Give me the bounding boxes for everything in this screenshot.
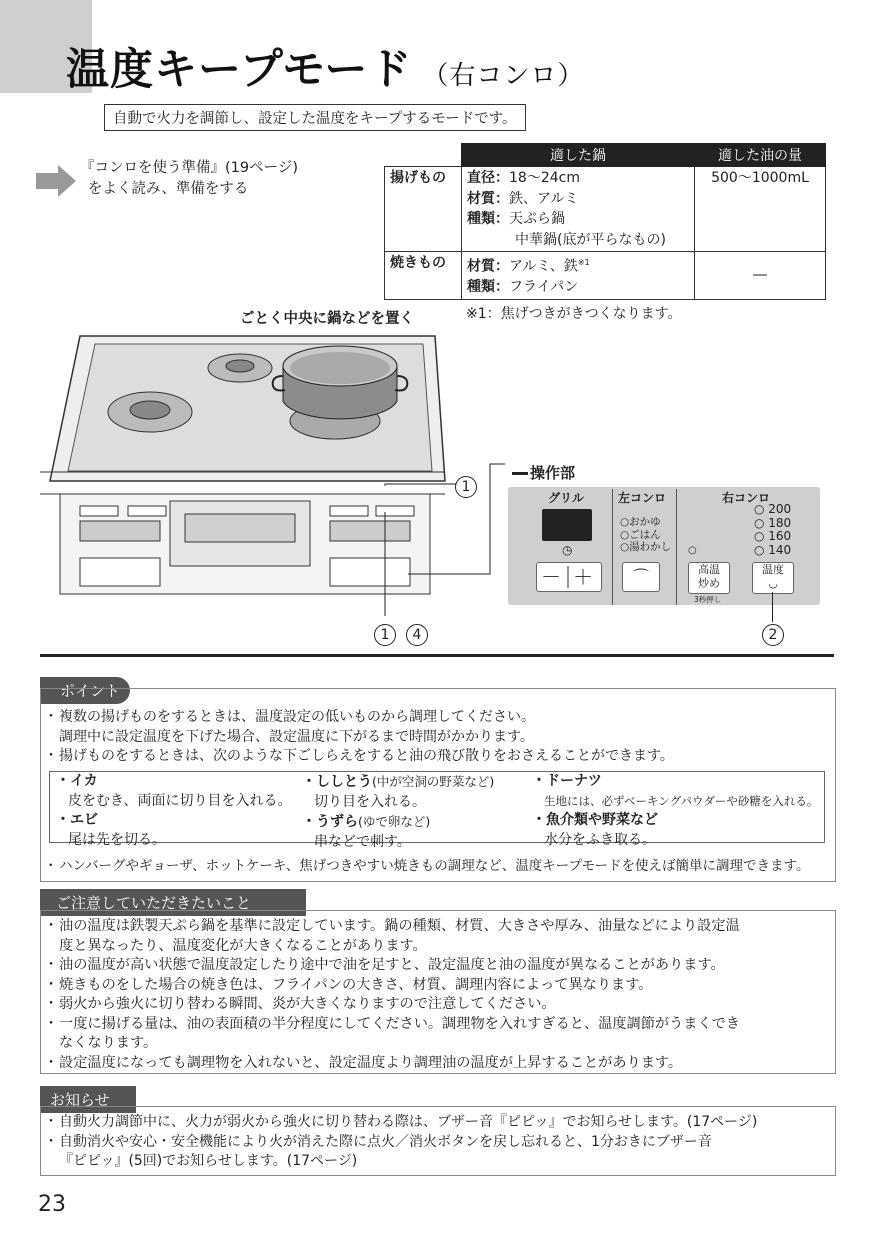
- left-burner-label: 左コンロ: [618, 491, 667, 505]
- point-box: ・ 複数の揚げものをするときは、温度設定の低いものから調理してください。 調理中に設定温度を下げた場合、設定温度に下がるまで時間がかかります。 ・ 揚げものをするときは、次のような下ごしらえをすると油の飛び散りをおさえることができます。 ・イカ 皮をむき、両面に切り目を入れる。 ・エビ 尾は先を切る。 ・ししとう(中が空洞の野菜など) 切り目を入れる。 ・うずら(ゆで卵など) 串などで刺す。 ・ドーナツ 生地には、必ずベーキングパウダーや砂糖を入れる。 ・魚介類や野菜など 水分をふき取る。 ・ ハンバーグやギョーザ、ホットケーキ、焦げつきやすい焼きもの調理など、温度キープモードを使えば簡単に調理できます。: [40, 688, 836, 882]
- page-number: 23: [38, 1192, 66, 1217]
- page-subtitle: （右コンロ）: [422, 61, 585, 91]
- temp-keep-button[interactable]: 温度 ◡: [752, 562, 794, 594]
- pot-icon: ◡: [768, 577, 778, 590]
- point-bullet: ・ 揚げものをするときは、次のような下ごしらえをすると油の飛び散りをおさえることができます。: [47, 747, 827, 767]
- prep-grid: ・イカ 皮をむき、両面に切り目を入れる。 ・エビ 尾は先を切る。 ・ししとう(中が空洞の野菜など) 切り目を入れる。 ・うずら(ゆで卵など) 串などで刺す。 ・ドーナツ 生地には、必ずベーキングパウダーや砂糖を入れる。 ・魚介類や野菜など 水分をふき取る。: [49, 771, 825, 843]
- footnote: ※1：焦げつきがきつくなります。: [466, 306, 682, 322]
- callout-2: 2: [762, 624, 784, 646]
- control-panel: [508, 487, 820, 605]
- kettle-icon: ⌒: [632, 567, 649, 586]
- callout-1: 1: [455, 476, 477, 498]
- prep-line-2: をよく読み、準備をする: [88, 181, 249, 197]
- minus-button[interactable]: －: [541, 565, 561, 589]
- caution-tab: ご注意していただきたいこと: [40, 889, 306, 916]
- point-bullet: ・ 複数の揚げものをするときは、温度設定の低いものから調理してください。: [47, 708, 827, 728]
- caution-box: ・ 油の温度は鉄製天ぷら鍋を基準に設定しています。鍋の種類、材質、大きさや厚み、油量などにより設定温 度と異なったり、温度変化が大きくなることがあります。 ・ 油の温度が高い状態で温度設定したり途中で油を足すと、設定温度と油の温度が異なることがあります。 ・ 焼きものをした場合の焼き色は、フライパンの大きさ、材質、調理内容によって異なります。 ・ 弱火から強火に切り替わる瞬間、炎が大きくなりますので注意してください。 ・ 一度に揚げる量は、油の表面積の半分程度にしてください。調理物を入れすぎると、温度調節がうまくでき なくなります。 ・ 設定温度になっても調理物を入れないと、設定温度より調理油の温度が上昇することがあります。: [40, 910, 836, 1074]
- timer-icon: ◷: [562, 543, 573, 557]
- placement-label: ごとく中央に鍋などを置く: [240, 311, 414, 327]
- notice-tab: お知らせ: [40, 1086, 136, 1113]
- temp-levels: ○ 200 ○ 180 ○ 160 ○ 140: [754, 502, 792, 557]
- hold-3s-label: 3秒押し: [694, 595, 722, 604]
- callout-4: 4: [406, 624, 428, 646]
- oil-amount: 500～1000mL: [695, 167, 826, 252]
- table-row: 揚げもの 直径：18～24cm 材質：鉄、アルミ 種類：天ぷら鍋 中華鍋(底が平らなもの) 500～1000mL: [385, 167, 826, 252]
- arrow-right-icon: [36, 165, 76, 197]
- point-bullet: ・ ハンバーグやギョーザ、ホットケーキ、焦げつきやすい焼きもの調理など、温度キープモードを使えば簡単に調理できます。: [47, 857, 841, 877]
- high-temp-indicator: ○: [688, 545, 697, 556]
- grill-label: グリル: [548, 491, 585, 505]
- point-tab: ポイント: [40, 677, 130, 704]
- oil-amount: ―: [695, 252, 826, 300]
- row-label: 焼きもの: [385, 252, 462, 300]
- callout-1-bottom: 1: [374, 624, 396, 646]
- high-temp-stir-button[interactable]: 高温 炒め: [688, 562, 730, 594]
- row-label: 揚げもの: [385, 167, 462, 252]
- left-burner-button[interactable]: [622, 562, 660, 592]
- grill-display: [542, 509, 592, 541]
- control-panel-label: 操作部: [512, 462, 575, 483]
- header-oil: 適した油の量: [695, 144, 826, 167]
- grill-stepper[interactable]: [536, 562, 602, 592]
- cooktop-illustration: [40, 326, 510, 616]
- table-row: 焼きもの 材質：アルミ、鉄$^{※1}$ 種類：フライパン ―: [385, 252, 826, 300]
- lead-text: 自動で火力を調節し、設定した温度をキープするモードです。: [104, 104, 526, 131]
- right-burner-label: 右コンロ: [722, 491, 771, 505]
- prep-line-1: 『コンロを使う準備』(19ページ): [80, 160, 298, 176]
- plus-button[interactable]: ＋: [573, 565, 593, 589]
- page-title: 温度キープモード （右コンロ）: [66, 45, 585, 95]
- header-pot: 適した鍋: [462, 144, 695, 167]
- section-divider: [40, 654, 834, 657]
- prep-instruction: [80, 158, 298, 200]
- pot-table: [384, 143, 826, 300]
- left-options: ○おかゆ ○ごはん ○湯わかし: [620, 516, 672, 553]
- notice-box: ・ 自動火力調節中に、火力が弱火から強火に切り替わる際は、ブザー音『ピピッ』でお知らせします。(17ページ) ・ 自動消火や安心・安全機能により火が消えた際に点火／消火ボタンを戻し忘れると、1分おきにブザー音 『ピピッ』(5回)でお知らせします。(17ページ): [40, 1106, 836, 1176]
